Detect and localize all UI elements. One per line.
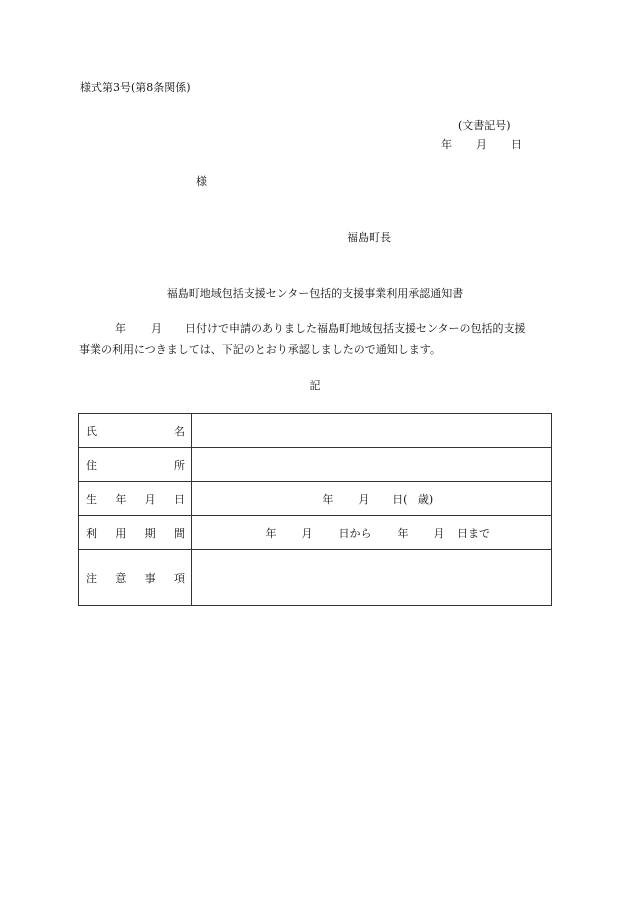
body-text-line-2: 事業の利用につきましては、下記のとおり承認しましたので通知します。: [79, 343, 441, 356]
table-row-name: [79, 414, 552, 448]
document-number-label: (文書記号): [458, 119, 511, 132]
period-to-day: 日まで: [457, 526, 490, 540]
label-char: 氏: [86, 424, 97, 438]
table-row-birthdate: [79, 482, 552, 516]
birth-year: 年: [322, 492, 334, 506]
label-char: 日: [173, 492, 185, 506]
label-char: 年: [115, 492, 127, 506]
period-to-year: 年: [397, 526, 409, 540]
label-char: 注: [86, 571, 97, 585]
label-char: 所: [174, 458, 185, 472]
details-table: [78, 413, 552, 606]
sender-name: 福島町長: [347, 231, 391, 244]
label-char: 事: [144, 571, 156, 585]
value-birthdate-field[interactable]: [192, 482, 552, 516]
issue-date-year: 年: [441, 138, 452, 151]
issue-date-day: 日: [511, 138, 522, 151]
value-address-field[interactable]: [192, 448, 552, 482]
value-notes-field[interactable]: [192, 550, 552, 606]
age: 歳): [417, 492, 434, 506]
label-char: 利: [86, 526, 97, 540]
label-birthdate: [79, 482, 192, 516]
label-char: 間: [173, 526, 185, 540]
label-char: 月: [144, 492, 156, 506]
value-name-field[interactable]: [192, 414, 552, 448]
ki-heading: 記: [309, 379, 321, 392]
period-from-month: 月: [301, 526, 313, 540]
issue-date: [441, 138, 522, 152]
label-usage-period: [79, 516, 192, 550]
body-text-line-1: [79, 322, 526, 336]
label-char: 項: [173, 571, 185, 585]
birth-day: 日(: [392, 492, 408, 506]
issue-date-month: 月: [476, 138, 487, 151]
addressee-suffix: 様: [196, 175, 207, 188]
value-usage-period-field[interactable]: [192, 516, 552, 550]
birth-month: 月: [358, 492, 370, 506]
body-month: 月: [151, 322, 162, 335]
form-number: 様式第3号(第8条関係): [80, 81, 191, 94]
table-row-address: [79, 448, 552, 482]
table-row-notes: [79, 550, 552, 606]
label-char: 用: [115, 526, 127, 540]
body-text-rest: 日付けで申請のありました福島町地域包括支援センターの包括的支援: [185, 322, 526, 335]
period-from-day: 日から: [338, 526, 372, 540]
label-char: 期: [144, 526, 156, 540]
body-year: 年: [115, 322, 126, 335]
label-char: 意: [115, 571, 127, 585]
label-name: [79, 414, 192, 448]
label-char: 住: [86, 458, 97, 472]
document-title: 福島町地域包括支援センター包括的支援事業利用承認通知書: [166, 287, 464, 300]
label-address: [79, 448, 192, 482]
period-from-year: 年: [265, 526, 277, 540]
label-char: 生: [86, 492, 97, 506]
label-notes: [79, 550, 192, 606]
period-to-month: 月: [433, 526, 445, 540]
label-char: 名: [174, 424, 185, 438]
table-row-usage-period: [79, 516, 552, 550]
